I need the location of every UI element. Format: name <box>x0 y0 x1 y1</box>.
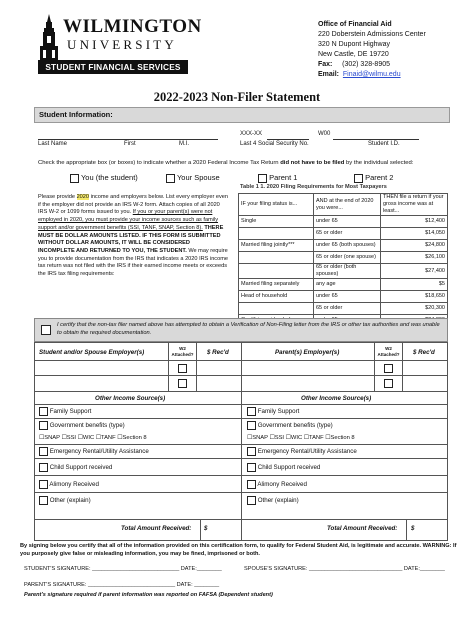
child-support-row <box>247 463 320 472</box>
emergency-row <box>247 447 357 456</box>
w2-checkbox[interactable] <box>178 379 187 388</box>
address-line: 320 N Dupont Highway <box>318 41 390 48</box>
email-line <box>318 70 426 80</box>
table-cell: any age <box>314 279 381 291</box>
ssn-prefix: XXX-XX <box>240 131 263 137</box>
checkbox[interactable] <box>247 421 256 430</box>
page-title: 2022-2023 Non-Filer Statement <box>153 90 321 104</box>
row-label: Emergency Rental/Utility Assistance <box>257 448 357 456</box>
table-cell: Married filing separately <box>239 279 314 291</box>
child-support-row <box>39 463 112 472</box>
checkbox[interactable] <box>39 447 48 456</box>
student-employer-header: Student and/or Spouse Employer(s) <box>39 349 145 356</box>
family-support-row <box>39 407 91 416</box>
checkbox[interactable] <box>39 421 48 430</box>
student-id-label: Student I.D. <box>368 141 400 147</box>
family-support-row <box>247 407 299 416</box>
checkbox[interactable] <box>247 463 256 472</box>
signing-statement: By signing below you certify that all of the information provided on this certification form, to qualify for Federal Student Aid, is legitimate and accurate. WARNING: If you purposely give false or misleading information, you may be fined, imprisoned or both. <box>20 543 457 557</box>
row-label: Alimony Received <box>257 481 307 489</box>
certify-box <box>34 318 448 342</box>
table-cell: $26,100 <box>381 252 448 264</box>
table-cell: Single <box>239 216 314 228</box>
other-income-header: Other Income Source(s) <box>95 395 166 402</box>
parent-employer-header: Parent(s) Employer(s) <box>275 349 340 356</box>
last-name-label: Last Name <box>38 141 68 147</box>
recd-header: $ Rec'd <box>207 349 229 356</box>
checkbox[interactable] <box>39 463 48 472</box>
alimony-row <box>247 480 307 489</box>
address-line: 220 Doberstein Admissions Center <box>318 31 426 38</box>
table-cell: 65 or older (one spouse) <box>314 252 381 264</box>
certify-text: I certify that the non-tax filer named above has attempted to obtain a Verification of Non-Filing letter from the IRS or other tax authorities and was unable to obtain the required documentation. <box>57 322 440 336</box>
table-cell: 65 or older (both spouses) <box>314 264 381 279</box>
total-label: Total Amount Received: <box>121 525 192 532</box>
checkbox[interactable] <box>166 174 175 183</box>
w2-checkbox[interactable] <box>178 364 187 373</box>
name-field[interactable] <box>38 130 218 140</box>
tower-icon <box>38 14 60 62</box>
fax-label: Fax: <box>318 61 333 68</box>
student-info-header: Student Information: <box>34 107 450 123</box>
gov-benefits-row <box>247 421 333 430</box>
spouse-signature-line[interactable]: SPOUSE'S SIGNATURE: ______________________________ DATE:________ <box>244 566 445 572</box>
instruction-text: Check the appropriate box (or boxes) to indicate whether a 2020 Federal Income Tax Return <box>38 160 281 166</box>
filing-table-caption: Table 1 1. 2020 Filing Requirements for Most Taxpayers <box>240 184 387 190</box>
table-cell: $12,400 <box>381 216 448 228</box>
table-cell <box>239 264 314 279</box>
option-student[interactable] <box>70 172 138 184</box>
table-cell: 65 or older <box>314 303 381 315</box>
instruction-emphasis: did not have to be filed <box>280 160 345 166</box>
logo-wordmark-2: UNIVERSITY <box>67 37 177 52</box>
checkbox[interactable] <box>247 407 256 416</box>
gov-types: ☐SNAP ☐SSI ☐WIC ☐TANF ☐Section 8 <box>39 435 147 441</box>
parent-signature-line[interactable]: PARENT'S SIGNATURE: ____________________________ DATE: ________ <box>24 582 220 588</box>
alimony-row <box>39 480 99 489</box>
email-label: Email: <box>318 71 340 78</box>
row-label: Government benefits (type) <box>257 422 333 430</box>
row-label: Child Support received <box>257 464 321 472</box>
w2-checkbox[interactable] <box>384 379 393 388</box>
employers-grid <box>34 342 448 541</box>
checkbox[interactable] <box>258 174 267 183</box>
checkbox[interactable] <box>39 496 48 505</box>
university-logo <box>38 14 202 76</box>
row-label: Family Support <box>49 408 92 416</box>
row-label: Family Support <box>257 408 300 416</box>
option-spouse[interactable] <box>166 172 220 184</box>
mi-label: M.I. <box>179 141 189 147</box>
check-instruction <box>38 160 448 167</box>
checkbox[interactable] <box>39 480 48 489</box>
row-label: Government benefits (type) <box>49 422 125 430</box>
table-cell: $20,300 <box>381 303 448 315</box>
table-cell: under 65 <box>314 216 381 228</box>
table-cell <box>239 252 314 264</box>
w2-header: W2 Attached? <box>171 346 194 357</box>
other-row <box>39 496 91 505</box>
other-income-header: Other Income Source(s) <box>301 395 372 402</box>
table-cell: $27,400 <box>381 264 448 279</box>
table-cell: 65 or older <box>314 228 381 240</box>
gov-types: ☐SNAP ☐SSI ☐WIC ☐TANF ☐Section 8 <box>247 435 355 441</box>
email-link[interactable]: Finaid@wilmu.edu <box>342 71 401 78</box>
para-text: Please provide <box>38 194 77 200</box>
row-label: Other (explain) <box>257 497 299 505</box>
row-label: Emergency Rental/Utility Assistance <box>49 448 149 456</box>
other-row <box>247 496 299 505</box>
option-parent-1[interactable] <box>258 172 297 184</box>
address-line: New Castle, DE 19720 <box>318 51 389 58</box>
checkbox[interactable] <box>354 174 363 183</box>
option-label: Your Spouse <box>176 173 220 182</box>
option-label: You (the student) <box>80 173 138 182</box>
checkbox[interactable] <box>247 480 256 489</box>
para-warning: THERE MUST BE DOLLAR AMOUNTS LISTED. IF THIS FORM IS SUBMITTED WITHOUT DOLLAR AMOUNTS, IT WILL BE CONSIDERED INCOMPLETE AND RETURNED TO YOU, THE STUDENT. <box>38 224 224 254</box>
table-header: THEN file a return if your gross income was at least... <box>381 194 448 216</box>
highlighted-year: 2020 <box>76 194 90 200</box>
office-title: Office of Financial Aid <box>318 21 392 28</box>
table-cell: under 65 (both spouses) <box>314 240 381 252</box>
certify-checkbox[interactable] <box>41 325 51 335</box>
filer-options <box>70 172 460 184</box>
fax-number: (302) 328-8905 <box>342 61 391 68</box>
instructions-paragraph <box>38 194 228 279</box>
ssn-field[interactable] <box>267 130 309 140</box>
table-cell: $14,050 <box>381 228 448 240</box>
table-cell: $24,800 <box>381 240 448 252</box>
checkbox[interactable] <box>247 447 256 456</box>
table-header: IF your filing status is... <box>239 194 314 216</box>
para-text: We may require you to provide documentation from the IRS that indicates a 2020 IRS income tax return was not filed with the IRS if their earned income meets or exceeds the IRS tax filing requirements: <box>38 247 228 278</box>
row-label: Child Support received <box>49 464 113 472</box>
para-text: income and employers below. List every employer even if the employer did not provide an IRS W-2 form. Attach copies of all 2020 IRS W-2 or 1099 forms issued to you. <box>38 194 228 216</box>
row-label: Other (explain) <box>49 497 91 505</box>
student-signature-line[interactable]: STUDENT'S SIGNATURE: ____________________________ DATE:________ <box>24 566 222 572</box>
checkbox[interactable] <box>247 496 256 505</box>
total-label: Total Amount Received: <box>327 525 398 532</box>
para-underlined: If you or your parent(s) were not employed in 2020, you must provide your income sources such as family support and/or government benefits (SSI, TANF, SNAP, Section 8). <box>38 209 219 231</box>
logo-wordmark-1: WILMINGTON <box>63 16 202 37</box>
office-address <box>318 20 426 80</box>
table-cell: Married filing jointly*** <box>239 240 314 252</box>
option-label: Parent 1 <box>269 173 298 182</box>
table-header: AND at the end of 2020 you were... <box>314 194 381 216</box>
option-label: Parent 2 <box>365 173 394 182</box>
emergency-row <box>39 447 149 456</box>
fax-line <box>318 60 426 70</box>
option-parent-2[interactable] <box>354 172 393 184</box>
parent-signature-note: Parent's signature required if parent information was reported on FAFSA (Dependent student) <box>24 592 273 598</box>
logo-banner: STUDENT FINANCIAL SERVICES <box>38 60 188 74</box>
student-id-field[interactable] <box>333 130 419 140</box>
total-dollar: $ <box>204 525 208 532</box>
first-name-label: First <box>124 141 136 147</box>
total-dollar: $ <box>411 525 415 532</box>
w2-checkbox[interactable] <box>384 364 393 373</box>
id-prefix: W00 <box>318 131 331 137</box>
recd-header: $ Rec'd <box>413 349 435 356</box>
table-cell: under 65 <box>314 291 381 303</box>
row-label: Alimony Received <box>49 481 99 489</box>
gov-benefits-row <box>39 421 125 430</box>
checkbox[interactable] <box>70 174 79 183</box>
checkbox[interactable] <box>39 407 48 416</box>
table-cell: $5 <box>381 279 448 291</box>
table-cell <box>239 228 314 240</box>
table-cell: $18,650 <box>381 291 448 303</box>
w2-header: W2 Attached? <box>377 346 400 357</box>
ssn-label: Last 4 Social Security No. <box>240 141 309 147</box>
table-cell: Head of household <box>239 291 314 303</box>
table-cell <box>239 303 314 315</box>
instruction-text-end: by the individual selected: <box>344 160 414 166</box>
